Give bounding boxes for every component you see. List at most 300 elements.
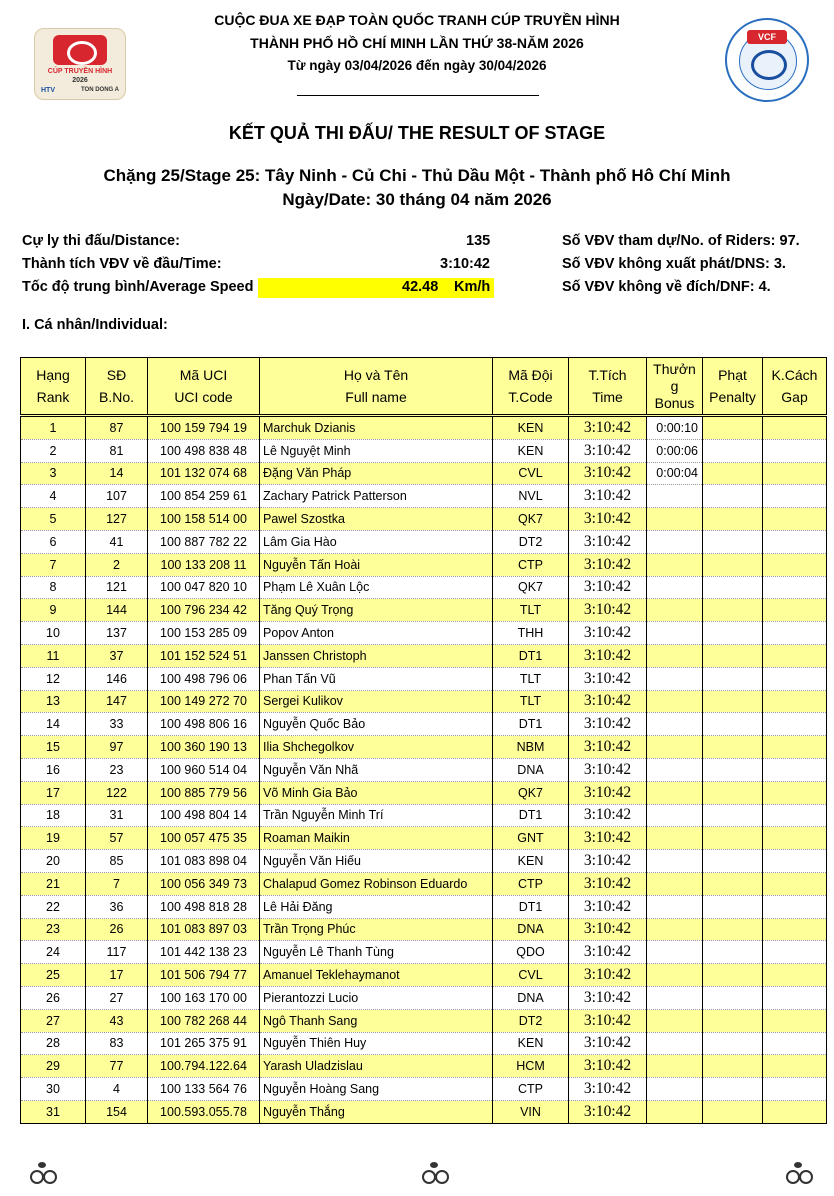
bonus-cell xyxy=(647,1032,703,1055)
table-row xyxy=(21,508,827,531)
penalty-cell xyxy=(703,576,763,599)
penalty-cell xyxy=(703,941,763,964)
penalty-cell xyxy=(703,439,763,462)
penalty-cell xyxy=(703,804,763,827)
time-cell: 3:10:42 xyxy=(569,599,647,622)
team-cell: CVL xyxy=(493,964,569,987)
rank-cell: 5 xyxy=(21,508,86,531)
rank-cell: 12 xyxy=(21,667,86,690)
bno-cell: 41 xyxy=(86,530,148,553)
cyclist-icon xyxy=(30,1162,56,1184)
penalty-cell xyxy=(703,895,763,918)
col-uci xyxy=(148,358,260,416)
time-cell: 3:10:42 xyxy=(569,530,647,553)
bonus-cell xyxy=(647,576,703,599)
col-rank-vi: Hạng xyxy=(36,367,70,383)
gap-cell xyxy=(763,553,827,576)
uci-cell: 100 498 806 16 xyxy=(148,713,260,736)
name-cell: Nguyễn Quốc Bảo xyxy=(260,713,493,736)
section-title: I. Cá nhân/Individual: xyxy=(22,317,168,333)
time-cell: 3:10:42 xyxy=(569,804,647,827)
bno-cell: 17 xyxy=(86,964,148,987)
table-row xyxy=(21,781,827,804)
gap-cell xyxy=(763,462,827,485)
bonus-cell xyxy=(647,1055,703,1078)
rank-cell: 1 xyxy=(21,416,86,440)
uci-cell: 101 083 897 03 xyxy=(148,918,260,941)
team-cell: GNT xyxy=(493,827,569,850)
time-cell: 3:10:42 xyxy=(569,850,647,873)
rank-cell: 22 xyxy=(21,895,86,918)
team-cell: DT2 xyxy=(493,530,569,553)
bonus-cell xyxy=(647,530,703,553)
bonus-cell: 0:00:10 xyxy=(647,416,703,440)
team-cell: VIN xyxy=(493,1100,569,1123)
table-row xyxy=(21,964,827,987)
bno-cell: 57 xyxy=(86,827,148,850)
name-cell: Lê Hải Đăng xyxy=(260,895,493,918)
bonus-cell xyxy=(647,918,703,941)
penalty-cell xyxy=(703,644,763,667)
table-row xyxy=(21,804,827,827)
gap-cell xyxy=(763,872,827,895)
time-cell: 3:10:42 xyxy=(569,416,647,440)
uci-cell: 100 885 779 56 xyxy=(148,781,260,804)
bonus-cell xyxy=(647,736,703,759)
team-cell: DNA xyxy=(493,758,569,781)
gap-cell xyxy=(763,508,827,531)
penalty-cell xyxy=(703,1078,763,1101)
uci-cell: 100 133 208 11 xyxy=(148,553,260,576)
bno-cell: 36 xyxy=(86,895,148,918)
table-row xyxy=(21,553,827,576)
uci-cell: 100 047 820 10 xyxy=(148,576,260,599)
header-line-2: THÀNH PHỐ HỒ CHÍ MINH LẦN THỨ 38-NĂM 2026 xyxy=(250,35,584,51)
rank-cell: 24 xyxy=(21,941,86,964)
gap-cell xyxy=(763,1055,827,1078)
team-cell: DT1 xyxy=(493,804,569,827)
uci-cell: 100 153 285 09 xyxy=(148,622,260,645)
distance-value: 135 xyxy=(466,233,491,249)
distance-label: Cự ly thi đấu/Distance: xyxy=(22,233,180,249)
penalty-cell xyxy=(703,872,763,895)
col-gap-en: Gap xyxy=(781,389,808,405)
time-label: Thành tích VĐV về đầu/Time: xyxy=(22,256,222,272)
rank-cell: 18 xyxy=(21,804,86,827)
penalty-cell xyxy=(703,827,763,850)
penalty-cell xyxy=(703,1032,763,1055)
uci-cell: 100 498 796 06 xyxy=(148,667,260,690)
time-cell: 3:10:42 xyxy=(569,485,647,508)
time-cell: 3:10:42 xyxy=(569,781,647,804)
bonus-cell xyxy=(647,1100,703,1123)
gap-cell xyxy=(763,713,827,736)
time-cell: 3:10:42 xyxy=(569,553,647,576)
name-cell: Chalapud Gomez Robinson Eduardo xyxy=(260,872,493,895)
name-cell: Đặng Văn Pháp xyxy=(260,462,493,485)
table-row xyxy=(21,599,827,622)
name-cell: Ngô Thanh Sang xyxy=(260,1009,493,1032)
gap-cell xyxy=(763,758,827,781)
name-cell: Tăng Quý Trọng xyxy=(260,599,493,622)
uci-cell: 101 442 138 23 xyxy=(148,941,260,964)
rank-cell: 8 xyxy=(21,576,86,599)
name-cell: Nguyễn Thiên Huy xyxy=(260,1032,493,1055)
rank-cell: 13 xyxy=(21,690,86,713)
gap-cell xyxy=(763,895,827,918)
bonus-cell xyxy=(647,690,703,713)
time-cell: 3:10:42 xyxy=(569,462,647,485)
team-cell: THH xyxy=(493,622,569,645)
bno-cell: 81 xyxy=(86,439,148,462)
bno-cell: 147 xyxy=(86,690,148,713)
uci-cell: 100 158 514 00 xyxy=(148,508,260,531)
name-cell: Ilia Shchegolkov xyxy=(260,736,493,759)
team-cell: KEN xyxy=(493,416,569,440)
name-cell: Pierantozzi Lucio xyxy=(260,986,493,1009)
penalty-cell xyxy=(703,986,763,1009)
cyclist-icon xyxy=(751,50,787,80)
table-row xyxy=(21,1055,827,1078)
bno-cell: 117 xyxy=(86,941,148,964)
gap-cell xyxy=(763,804,827,827)
name-cell: Lê Nguyệt Minh xyxy=(260,439,493,462)
penalty-cell xyxy=(703,736,763,759)
bno-cell: 87 xyxy=(86,416,148,440)
col-team-vi: Mã Đội xyxy=(508,367,553,383)
gap-cell xyxy=(763,964,827,987)
team-cell: KEN xyxy=(493,1032,569,1055)
col-rank xyxy=(21,358,86,416)
table-row xyxy=(21,644,827,667)
bonus-cell xyxy=(647,895,703,918)
stage-title: Chặng 25/Stage 25: Tây Ninh - Củ Chi - Thủ Dầu Một - Thành phố Hô Chí Minh xyxy=(103,166,731,185)
uci-cell: 101 265 375 91 xyxy=(148,1032,260,1055)
bno-cell: 23 xyxy=(86,758,148,781)
rank-cell: 19 xyxy=(21,827,86,850)
penalty-cell xyxy=(703,508,763,531)
penalty-cell xyxy=(703,964,763,987)
results-body xyxy=(21,416,827,1124)
uci-cell: 100 163 170 00 xyxy=(148,986,260,1009)
sponsor-tondonga: TON DONG A xyxy=(80,87,119,93)
bno-cell: 2 xyxy=(86,553,148,576)
bonus-cell xyxy=(647,941,703,964)
team-cell: CTP xyxy=(493,872,569,895)
uci-cell: 100 796 234 42 xyxy=(148,599,260,622)
team-cell: DT2 xyxy=(493,1009,569,1032)
table-row xyxy=(21,850,827,873)
rank-cell: 17 xyxy=(21,781,86,804)
results-table xyxy=(20,357,827,1124)
bonus-cell xyxy=(647,1009,703,1032)
bonus-cell xyxy=(647,1078,703,1101)
rank-cell: 20 xyxy=(21,850,86,873)
time-value: 3:10:42 xyxy=(440,256,490,272)
table-row xyxy=(21,713,827,736)
team-cell: HCM xyxy=(493,1055,569,1078)
table-row xyxy=(21,1032,827,1055)
team-cell: CTP xyxy=(493,1078,569,1101)
gap-cell xyxy=(763,690,827,713)
col-rank-en: Rank xyxy=(36,389,70,405)
name-cell: Yarash Uladzislau xyxy=(260,1055,493,1078)
penalty-cell xyxy=(703,599,763,622)
penalty-cell xyxy=(703,1100,763,1123)
rank-cell: 31 xyxy=(21,1100,86,1123)
penalty-cell xyxy=(703,530,763,553)
name-cell: Lâm Gia Hào xyxy=(260,530,493,553)
gap-cell xyxy=(763,827,827,850)
col-bno-en: B.No. xyxy=(98,389,134,405)
name-cell: Nguyễn Lê Thanh Tùng xyxy=(260,941,493,964)
logo-text: CÚP TRUYỀN HÌNH xyxy=(47,68,113,75)
page-title: KẾT QUẢ THI ĐẤU/ THE RESULT OF STAGE xyxy=(228,123,606,143)
team-cell: DNA xyxy=(493,918,569,941)
uci-cell: 100 360 190 13 xyxy=(148,736,260,759)
table-row xyxy=(21,439,827,462)
uci-cell: 100 498 804 14 xyxy=(148,804,260,827)
bonus-cell xyxy=(647,850,703,873)
team-cell: TLT xyxy=(493,690,569,713)
col-name-en: Full name xyxy=(345,389,407,405)
time-cell: 3:10:42 xyxy=(569,895,647,918)
table-row xyxy=(21,827,827,850)
rank-cell: 6 xyxy=(21,530,86,553)
rank-cell: 16 xyxy=(21,758,86,781)
gap-cell xyxy=(763,416,827,440)
gap-cell xyxy=(763,485,827,508)
table-row xyxy=(21,1100,827,1123)
penalty-cell xyxy=(703,622,763,645)
bno-cell: 146 xyxy=(86,667,148,690)
bonus-cell xyxy=(647,644,703,667)
time-cell: 3:10:42 xyxy=(569,1078,647,1101)
col-gap xyxy=(763,358,827,416)
uci-cell: 100.593.055.78 xyxy=(148,1100,260,1123)
bonus-cell xyxy=(647,827,703,850)
uci-cell: 100 498 818 28 xyxy=(148,895,260,918)
time-cell: 3:10:42 xyxy=(569,667,647,690)
col-bonus-vi2: g xyxy=(670,377,679,394)
table-row xyxy=(21,485,827,508)
name-cell: Sergei Kulikov xyxy=(260,690,493,713)
speed-unit: Km/h xyxy=(454,279,491,295)
penalty-cell xyxy=(703,850,763,873)
bno-cell: 121 xyxy=(86,576,148,599)
col-penalty-vi: Phạt xyxy=(718,367,747,383)
col-team-en: T.Code xyxy=(508,389,553,405)
uci-cell: 101 152 524 51 xyxy=(148,644,260,667)
table-row xyxy=(21,918,827,941)
speed-label: Tốc độ trung bình/Average Speed xyxy=(22,279,254,295)
dns-count: Số VĐV không xuất phát/DNS: 3. xyxy=(562,256,786,272)
table-row xyxy=(21,462,827,485)
gap-cell xyxy=(763,599,827,622)
team-cell: DT1 xyxy=(493,713,569,736)
col-team xyxy=(493,358,569,416)
speed-value: 42.48 xyxy=(402,279,439,295)
cyclist-icon xyxy=(422,1162,448,1184)
riders-count: Số VĐV tham dự/No. of Riders: 97. xyxy=(562,233,800,249)
team-cell: TLT xyxy=(493,667,569,690)
bonus-cell xyxy=(647,622,703,645)
col-bonus xyxy=(647,358,703,416)
col-name-vi: Họ và Tên xyxy=(343,367,409,383)
bno-cell: 137 xyxy=(86,622,148,645)
rank-cell: 11 xyxy=(21,644,86,667)
gap-cell xyxy=(763,1100,827,1123)
penalty-cell xyxy=(703,1055,763,1078)
name-cell: Popov Anton xyxy=(260,622,493,645)
table-row xyxy=(21,1078,827,1101)
col-time-en: Time xyxy=(592,389,623,405)
team-cell: DNA xyxy=(493,986,569,1009)
time-cell: 3:10:42 xyxy=(569,964,647,987)
dnf-count: Số VĐV không về đích/DNF: 4. xyxy=(562,279,771,295)
time-cell: 3:10:42 xyxy=(569,986,647,1009)
table-row xyxy=(21,576,827,599)
uci-cell: 100 498 838 48 xyxy=(148,439,260,462)
time-cell: 3:10:42 xyxy=(569,1032,647,1055)
col-uci-vi: Mã UCI xyxy=(179,367,228,383)
team-cell: DT1 xyxy=(493,895,569,918)
bno-cell: 107 xyxy=(86,485,148,508)
penalty-cell xyxy=(703,553,763,576)
time-cell: 3:10:42 xyxy=(569,508,647,531)
uci-cell: 100 057 475 35 xyxy=(148,827,260,850)
penalty-cell xyxy=(703,781,763,804)
header-line-1: CUỘC ĐUA XE ĐẠP TOÀN QUỐC TRANH CÚP TRUYỀN HÌNH xyxy=(214,12,620,28)
team-cell: TLT xyxy=(493,599,569,622)
time-cell: 3:10:42 xyxy=(569,941,647,964)
time-cell: 3:10:42 xyxy=(569,827,647,850)
bno-cell: 77 xyxy=(86,1055,148,1078)
time-cell: 3:10:42 xyxy=(569,644,647,667)
name-cell: Phạm Lê Xuân Lộc xyxy=(260,576,493,599)
bonus-cell xyxy=(647,986,703,1009)
bno-cell: 33 xyxy=(86,713,148,736)
table-row xyxy=(21,895,827,918)
team-cell: CVL xyxy=(493,462,569,485)
rank-cell: 29 xyxy=(21,1055,86,1078)
name-cell: Roaman Maikin xyxy=(260,827,493,850)
bno-cell: 97 xyxy=(86,736,148,759)
uci-cell: 100.794.122.64 xyxy=(148,1055,260,1078)
name-cell: Marchuk Dzianis xyxy=(260,416,493,440)
time-cell: 3:10:42 xyxy=(569,736,647,759)
time-cell: 3:10:42 xyxy=(569,622,647,645)
bno-cell: 31 xyxy=(86,804,148,827)
col-bonus-vi1: Thưởn xyxy=(653,360,696,377)
name-cell: Phan Tấn Vũ xyxy=(260,667,493,690)
sponsor-htv: HTV xyxy=(41,87,55,94)
table-row xyxy=(21,622,827,645)
name-cell: Trần Trọng Phúc xyxy=(260,918,493,941)
time-cell: 3:10:42 xyxy=(569,439,647,462)
name-cell: Nguyễn Thắng xyxy=(260,1100,493,1123)
col-time-vi: T.Tích xyxy=(588,367,627,383)
rank-cell: 30 xyxy=(21,1078,86,1101)
gap-cell xyxy=(763,1078,827,1101)
header-line-3: Từ ngày 03/04/2026 đến ngày 30/04/2026 xyxy=(287,58,547,73)
table-row xyxy=(21,667,827,690)
team-cell: KEN xyxy=(493,850,569,873)
table-row xyxy=(21,1009,827,1032)
team-cell: KEN xyxy=(493,439,569,462)
team-cell: NBM xyxy=(493,736,569,759)
table-row xyxy=(21,530,827,553)
uci-cell: 100 056 349 73 xyxy=(148,872,260,895)
name-cell: Nguyễn Tấn Hoài xyxy=(260,553,493,576)
gap-cell xyxy=(763,576,827,599)
bno-cell: 154 xyxy=(86,1100,148,1123)
col-gap-vi: K.Cách xyxy=(771,367,818,383)
table-row xyxy=(21,986,827,1009)
table-row xyxy=(21,872,827,895)
name-cell: Nguyễn Hoàng Sang xyxy=(260,1078,493,1101)
bno-cell: 43 xyxy=(86,1009,148,1032)
federation-logo xyxy=(725,18,809,102)
col-time xyxy=(569,358,647,416)
bonus-cell xyxy=(647,872,703,895)
gap-cell xyxy=(763,941,827,964)
gap-cell xyxy=(763,1032,827,1055)
rank-cell: 27 xyxy=(21,1009,86,1032)
penalty-cell xyxy=(703,713,763,736)
penalty-cell xyxy=(703,485,763,508)
uci-cell: 100 149 272 70 xyxy=(148,690,260,713)
name-cell: Pawel Szostka xyxy=(260,508,493,531)
uci-cell: 100 960 514 04 xyxy=(148,758,260,781)
gap-cell xyxy=(763,644,827,667)
gap-cell xyxy=(763,918,827,941)
time-cell: 3:10:42 xyxy=(569,1009,647,1032)
col-bno xyxy=(86,358,148,416)
bonus-cell xyxy=(647,599,703,622)
penalty-cell xyxy=(703,462,763,485)
logo-year: 2026 xyxy=(72,77,88,84)
bonus-cell: 0:00:04 xyxy=(647,462,703,485)
gap-cell xyxy=(763,667,827,690)
bno-cell: 4 xyxy=(86,1078,148,1101)
uci-cell: 101 083 898 04 xyxy=(148,850,260,873)
rank-cell: 7 xyxy=(21,553,86,576)
col-penalty xyxy=(703,358,763,416)
gap-cell xyxy=(763,736,827,759)
header-divider xyxy=(297,95,539,96)
penalty-cell xyxy=(703,416,763,440)
name-cell: Nguyễn Văn Hiếu xyxy=(260,850,493,873)
uci-cell: 100 887 782 22 xyxy=(148,530,260,553)
name-cell: Trần Nguyễn Minh Trí xyxy=(260,804,493,827)
bonus-cell xyxy=(647,508,703,531)
rank-cell: 25 xyxy=(21,964,86,987)
time-cell: 3:10:42 xyxy=(569,758,647,781)
uci-cell: 101 132 074 68 xyxy=(148,462,260,485)
team-cell: NVL xyxy=(493,485,569,508)
gap-cell xyxy=(763,986,827,1009)
team-cell: DT1 xyxy=(493,644,569,667)
team-cell: QDO xyxy=(493,941,569,964)
time-cell: 3:10:42 xyxy=(569,713,647,736)
name-cell: Võ Minh Gia Bảo xyxy=(260,781,493,804)
penalty-cell xyxy=(703,690,763,713)
col-penalty-en: Penalty xyxy=(709,389,756,405)
col-bonus-en: Bonus xyxy=(654,394,695,411)
bno-cell: 26 xyxy=(86,918,148,941)
team-cell: QK7 xyxy=(493,576,569,599)
